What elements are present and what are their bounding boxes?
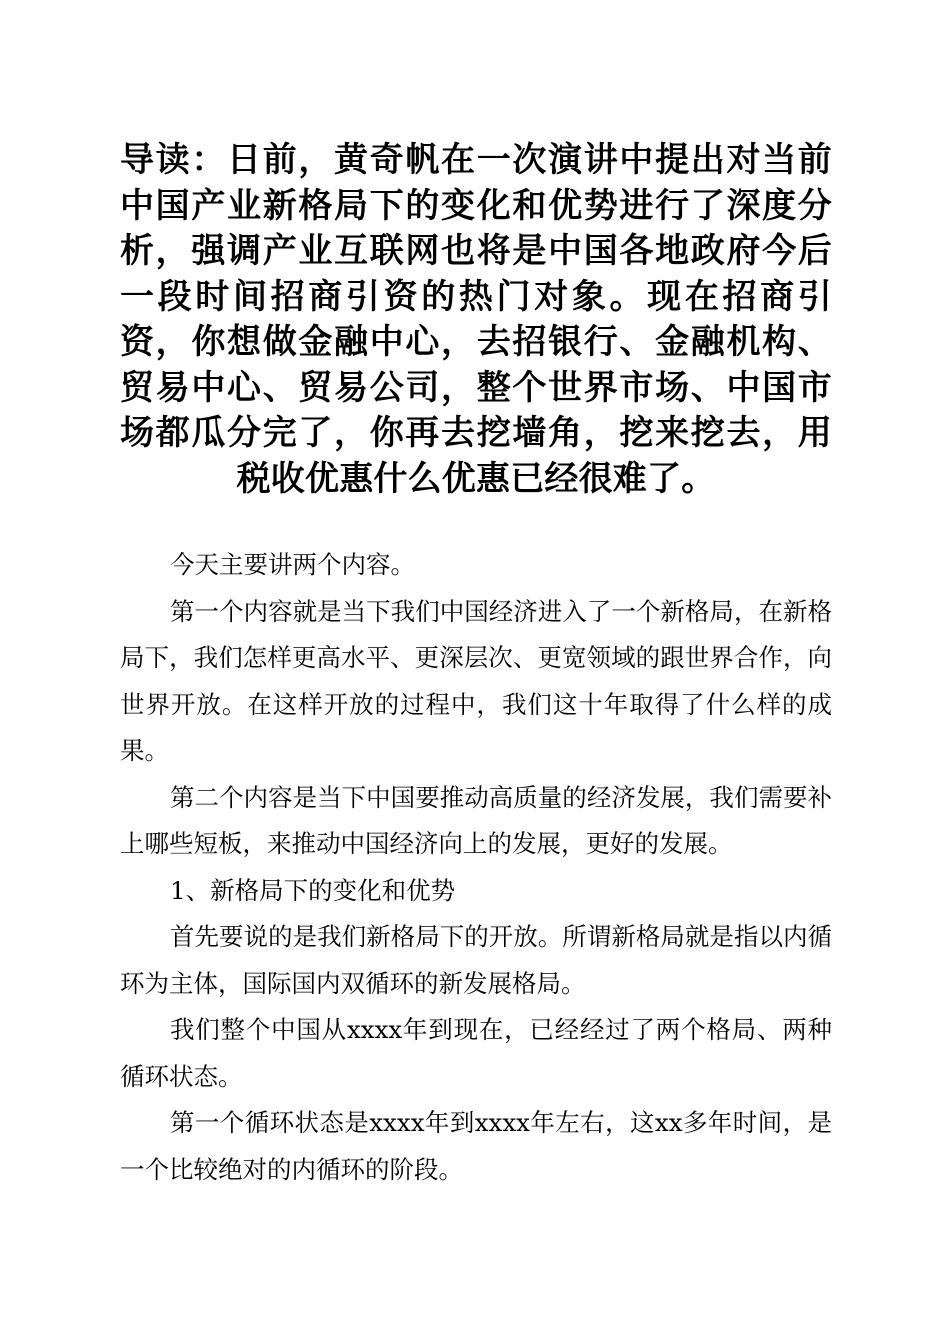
paragraph-first-content: 第一个内容就是当下我们中国经济进入了一个新格局，在新格局下，我们怎样更高水平、更深层次、更宽领域的跟世界合作，向世界开放。在这样开放的过程中，我们这十年取得了什么样的成果。 [120,596,832,765]
document-body [120,542,832,1193]
paragraph-two-patterns: 我们整个中国从xxxx年到现在，已经经过了两个格局、两种循环状态。 [120,1015,832,1091]
paragraph-second-content: 第二个内容是当下中国要推动高质量的经济发展，我们需要补上哪些短板，来推动中国经济向上的发展，更好的发展。 [120,782,832,858]
paragraph-intro: 今天主要讲两个内容。 [170,550,415,579]
paragraph-first-cycle: 第一个循环状态是xxxx年到xxxx年左右，这xx多年时间，是一个比较绝对的内循环的阶段。 [120,1108,832,1184]
paragraph-new-pattern: 首先要说的是我们新格局下的开放。所谓新格局就是指以内循环为主体，国际国内双循环的新发展格局。 [120,922,832,998]
section-heading: 1、新格局下的变化和优势 [170,875,456,905]
lead-summary: 导读：日前，黄奇帆在一次演讲中提出对当前中国产业新格局下的变化和优势进行了深度分析，强调产业互联网也将是中国各地政府今后一段时间招商引资的热门对象。现在招商引资，你想做金融中心，去招银行、金融机构、贸易中心、贸易公司，整个世界市场、中国市场都瓜分完了，你再去挖墙角，挖来挖去，用税收优惠什么优惠已经很难了。 [120,140,832,499]
